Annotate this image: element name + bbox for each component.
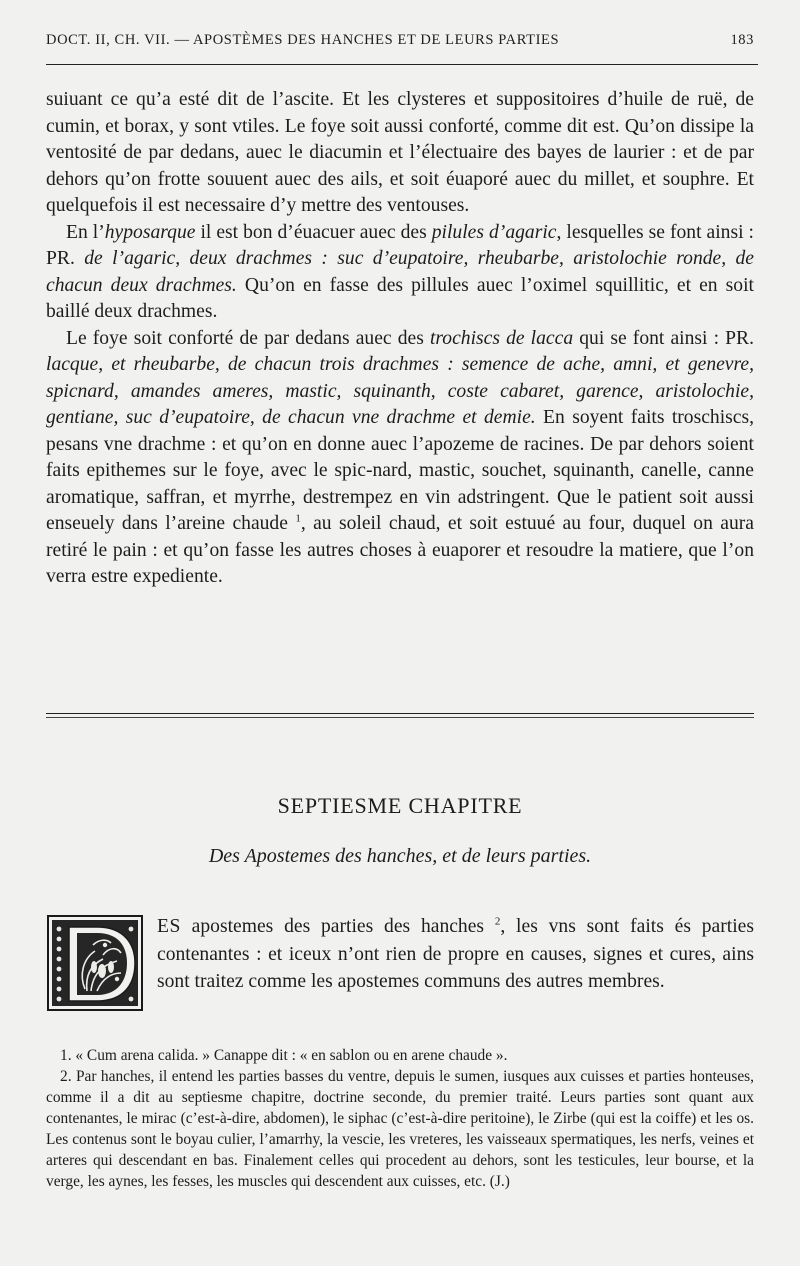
paragraph-text: En l’ bbox=[66, 221, 105, 243]
recipe-italic: de l’agaric, deux drachmes : suc d’eupatoire, rheubarbe, aristolochie ronde, de chacun deux drachmes. bbox=[46, 248, 754, 296]
ornamental-initial-d bbox=[47, 915, 143, 1011]
footnote: 1. « Cum arena calida. » Canappe dit : « en sablon ou en arene chaude ». bbox=[60, 1047, 508, 1064]
running-title: DOCT. II, CH. VII. — APOSTÈMES DES HANCHES ET DE LEURS PARTIES bbox=[46, 32, 560, 48]
italic-term: hyposarque bbox=[104, 221, 196, 243]
chapter-title: SEPTIESME CHAPITRE bbox=[277, 793, 523, 818]
italic-term: trochiscs de lacca bbox=[429, 327, 574, 349]
paragraph bbox=[46, 220, 754, 326]
section-rule bbox=[46, 717, 754, 718]
paragraph-text: suiuant ce qu’a esté dit de l’ascite. Et les clysteres et suppositoires d’huile de ruë, de cumin, et borax, y sont vtiles. Le foye soit aussi conforté, comme dit est. Qu’on dissipe la ventosité de par dedans, auec le diacumin et l’électuaire des bayes de laurier : et de par dehors qu’on frotte souuent auec des ails, et soit éuaporé auec du millet, et souphre. Et quelquefois il est necessaire d’y mettre des ventouses. bbox=[46, 89, 754, 216]
italic-term: pilules d’agaric bbox=[431, 221, 557, 243]
footnote-ref: 2 bbox=[494, 915, 501, 928]
paragraph-text: , les vns sont faits és parties contenantes : et iceux n’ont rien de propre en causes, signes et cures, ains sont traitez comme les apostemes communs des autres membres. bbox=[157, 916, 754, 992]
paragraph bbox=[46, 326, 754, 591]
paragraph-text: qui se font ainsi : PR. bbox=[573, 327, 754, 349]
recipe-italic: lacque, et rheubarbe, de chacun trois drachmes : semence de ache, amni, et genevre, spicnard, amandes ameres, mastic, squinanth, coste cabaret, garence, aristolochie, gentiane, suc d’eupatoire, de chacun vne drachme et demie. bbox=[46, 354, 754, 428]
paragraph-text: , lesquelles se font ainsi : PR. bbox=[46, 221, 754, 269]
paragraph-text: , au soleil chaud, et soit estuué au four, duquel on aura retiré le pain : et qu’on fasse les autres choses à euaporer et resoudre la matiere, que l’on verra estre expediente. bbox=[46, 513, 754, 587]
paragraph bbox=[46, 87, 754, 220]
chapter-subtitle: Des Apostemes des hanches, et de leurs parties. bbox=[208, 845, 592, 867]
footnote: 2. Par hanches, il entend les parties basses du ventre, depuis le sumen, iusques aux cuisses et parties honteuses, comme il a dit au septiesme chapitre, doctrine seconde, du premier traité. Leurs parties sont quant aux contenantes, le mirac (c’est-à-dire, abdomen), le siphac (c’est-à-dire peritoine), le Zirbe (qui est la coiffe) et les os. Les contenus sont le boyau culier, l’amarrhy, la vescie, les vreteres, les vaisseaux spermatiques, les nerfs, veines et arteres qui descendant en bas. Finalement celles qui procedent au dehors, sont les testicules, leur bourse, et la verge, les aynes, les fesses, les muscles qui descendent aux cuisses, etc. (J.) bbox=[46, 1068, 754, 1190]
running-header bbox=[46, 32, 754, 49]
paragraph-text: apostemes des parties des hanches bbox=[180, 916, 495, 937]
chapter-intro bbox=[157, 913, 754, 996]
section-rule bbox=[46, 713, 754, 714]
paragraph-text: il est bon d’éuacuer auec des bbox=[195, 221, 432, 243]
header-rule bbox=[46, 64, 758, 65]
paragraph-text: Le foye soit conforté de par dedans auec des bbox=[66, 327, 430, 349]
intro-paragraph bbox=[157, 913, 754, 996]
paragraph-text: Qu’on en fasse des pillules auec l’oximel squillitic, et en soit baillé deux drachmes. bbox=[46, 274, 754, 322]
footnotes bbox=[46, 1045, 754, 1192]
paragraph-text: En soyent faits troschiscs, pesans vne drachme : et qu’on en donne auec l’apozeme de racines. De par dehors soient faits epithemes sur le foye, avec le spic-nard, mastic, souchet, squinanth, canelle, canne aromatique, saffran, et myrrhe, destrempez en vin adstringent. Que le patient soit aussi enseuely dans l’areine chaude bbox=[46, 407, 754, 534]
footnote-ref: 1 bbox=[295, 512, 301, 525]
dropcap-continuation: ES bbox=[157, 916, 181, 937]
body-text bbox=[46, 87, 754, 591]
page-number: 183 bbox=[730, 32, 754, 48]
